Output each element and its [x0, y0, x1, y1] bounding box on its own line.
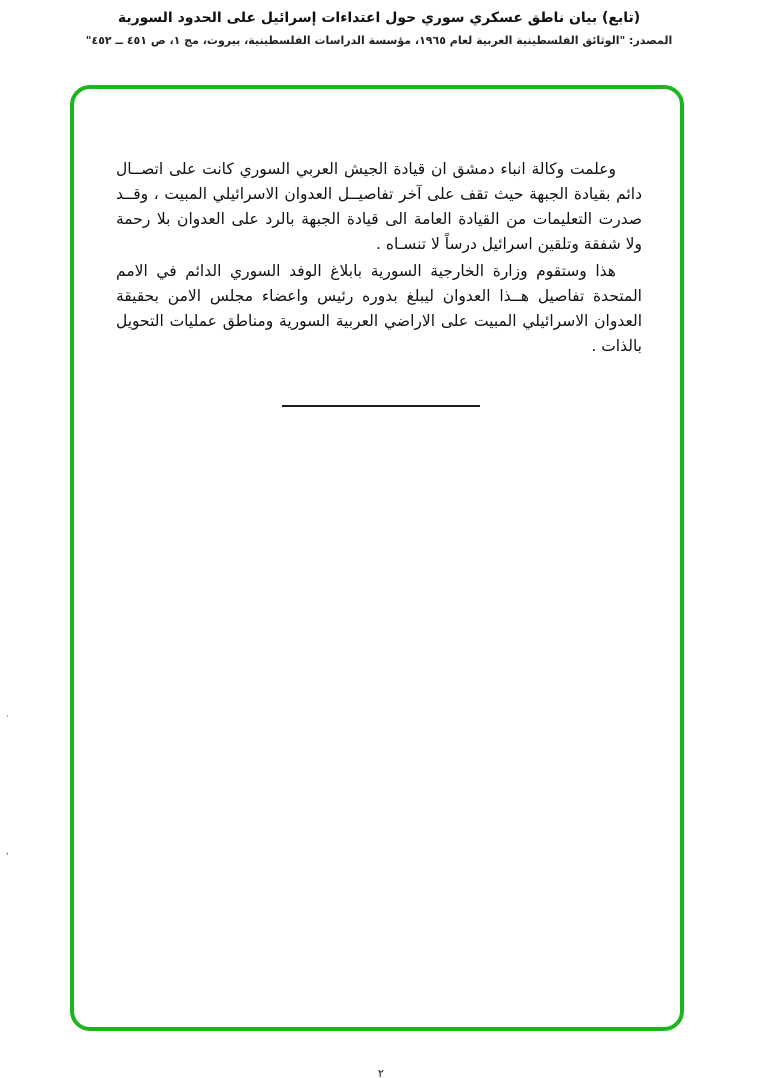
body-paragraph-1: وعلمت وكالة انباء دمشق ان قيادة الجيش العربي السوري كانت على اتصــال دائم بقيادة الجبهة حيث تقف على آخر تفاصيــل العدوان الاسرائيلي المبيت ، وقــد صدرت التعليمات من القيادة العامة الى قيادة الجبهة بالرد على العدوان بلا رحمة ولا شفقة وتلقين اسرائيل درساً لا تنسـاه . — [116, 160, 642, 253]
document-title: (تابع) بيان ناطق عسكري سوري حول اعتداءات إسرائيل على الحدود السورية — [117, 10, 641, 26]
scan-artifact: ' — [6, 852, 9, 862]
scan-artifact: · — [6, 712, 9, 722]
section-end-divider — [282, 405, 480, 407]
page-header — [0, 0, 758, 47]
body-paragraph-2: هذا وستقوم وزارة الخارجية السورية بابلاغ الوفد السوري الدائم في الامم المتحدة تفاصيل هــذا العدوان ليبلغ بدوره رئيس واعضاء مجلس الامن بحقيقة العدوان الاسرائيلي المبيت على الاراضي العربية السورية ومناطق عمليات التحويل بالذات . — [116, 262, 642, 355]
document-body — [74, 89, 680, 407]
document-source-line: المصدر: "الوثائق الفلسطينية العربية لعام ١٩٦٥، مؤسسة الدراسات الفلسطينية، بيروت، مج ١، ص ٤٥١ ــ ٤٥٢" — [85, 34, 673, 47]
page-number: ٢ — [378, 1067, 384, 1078]
green-border-frame — [70, 85, 684, 1031]
